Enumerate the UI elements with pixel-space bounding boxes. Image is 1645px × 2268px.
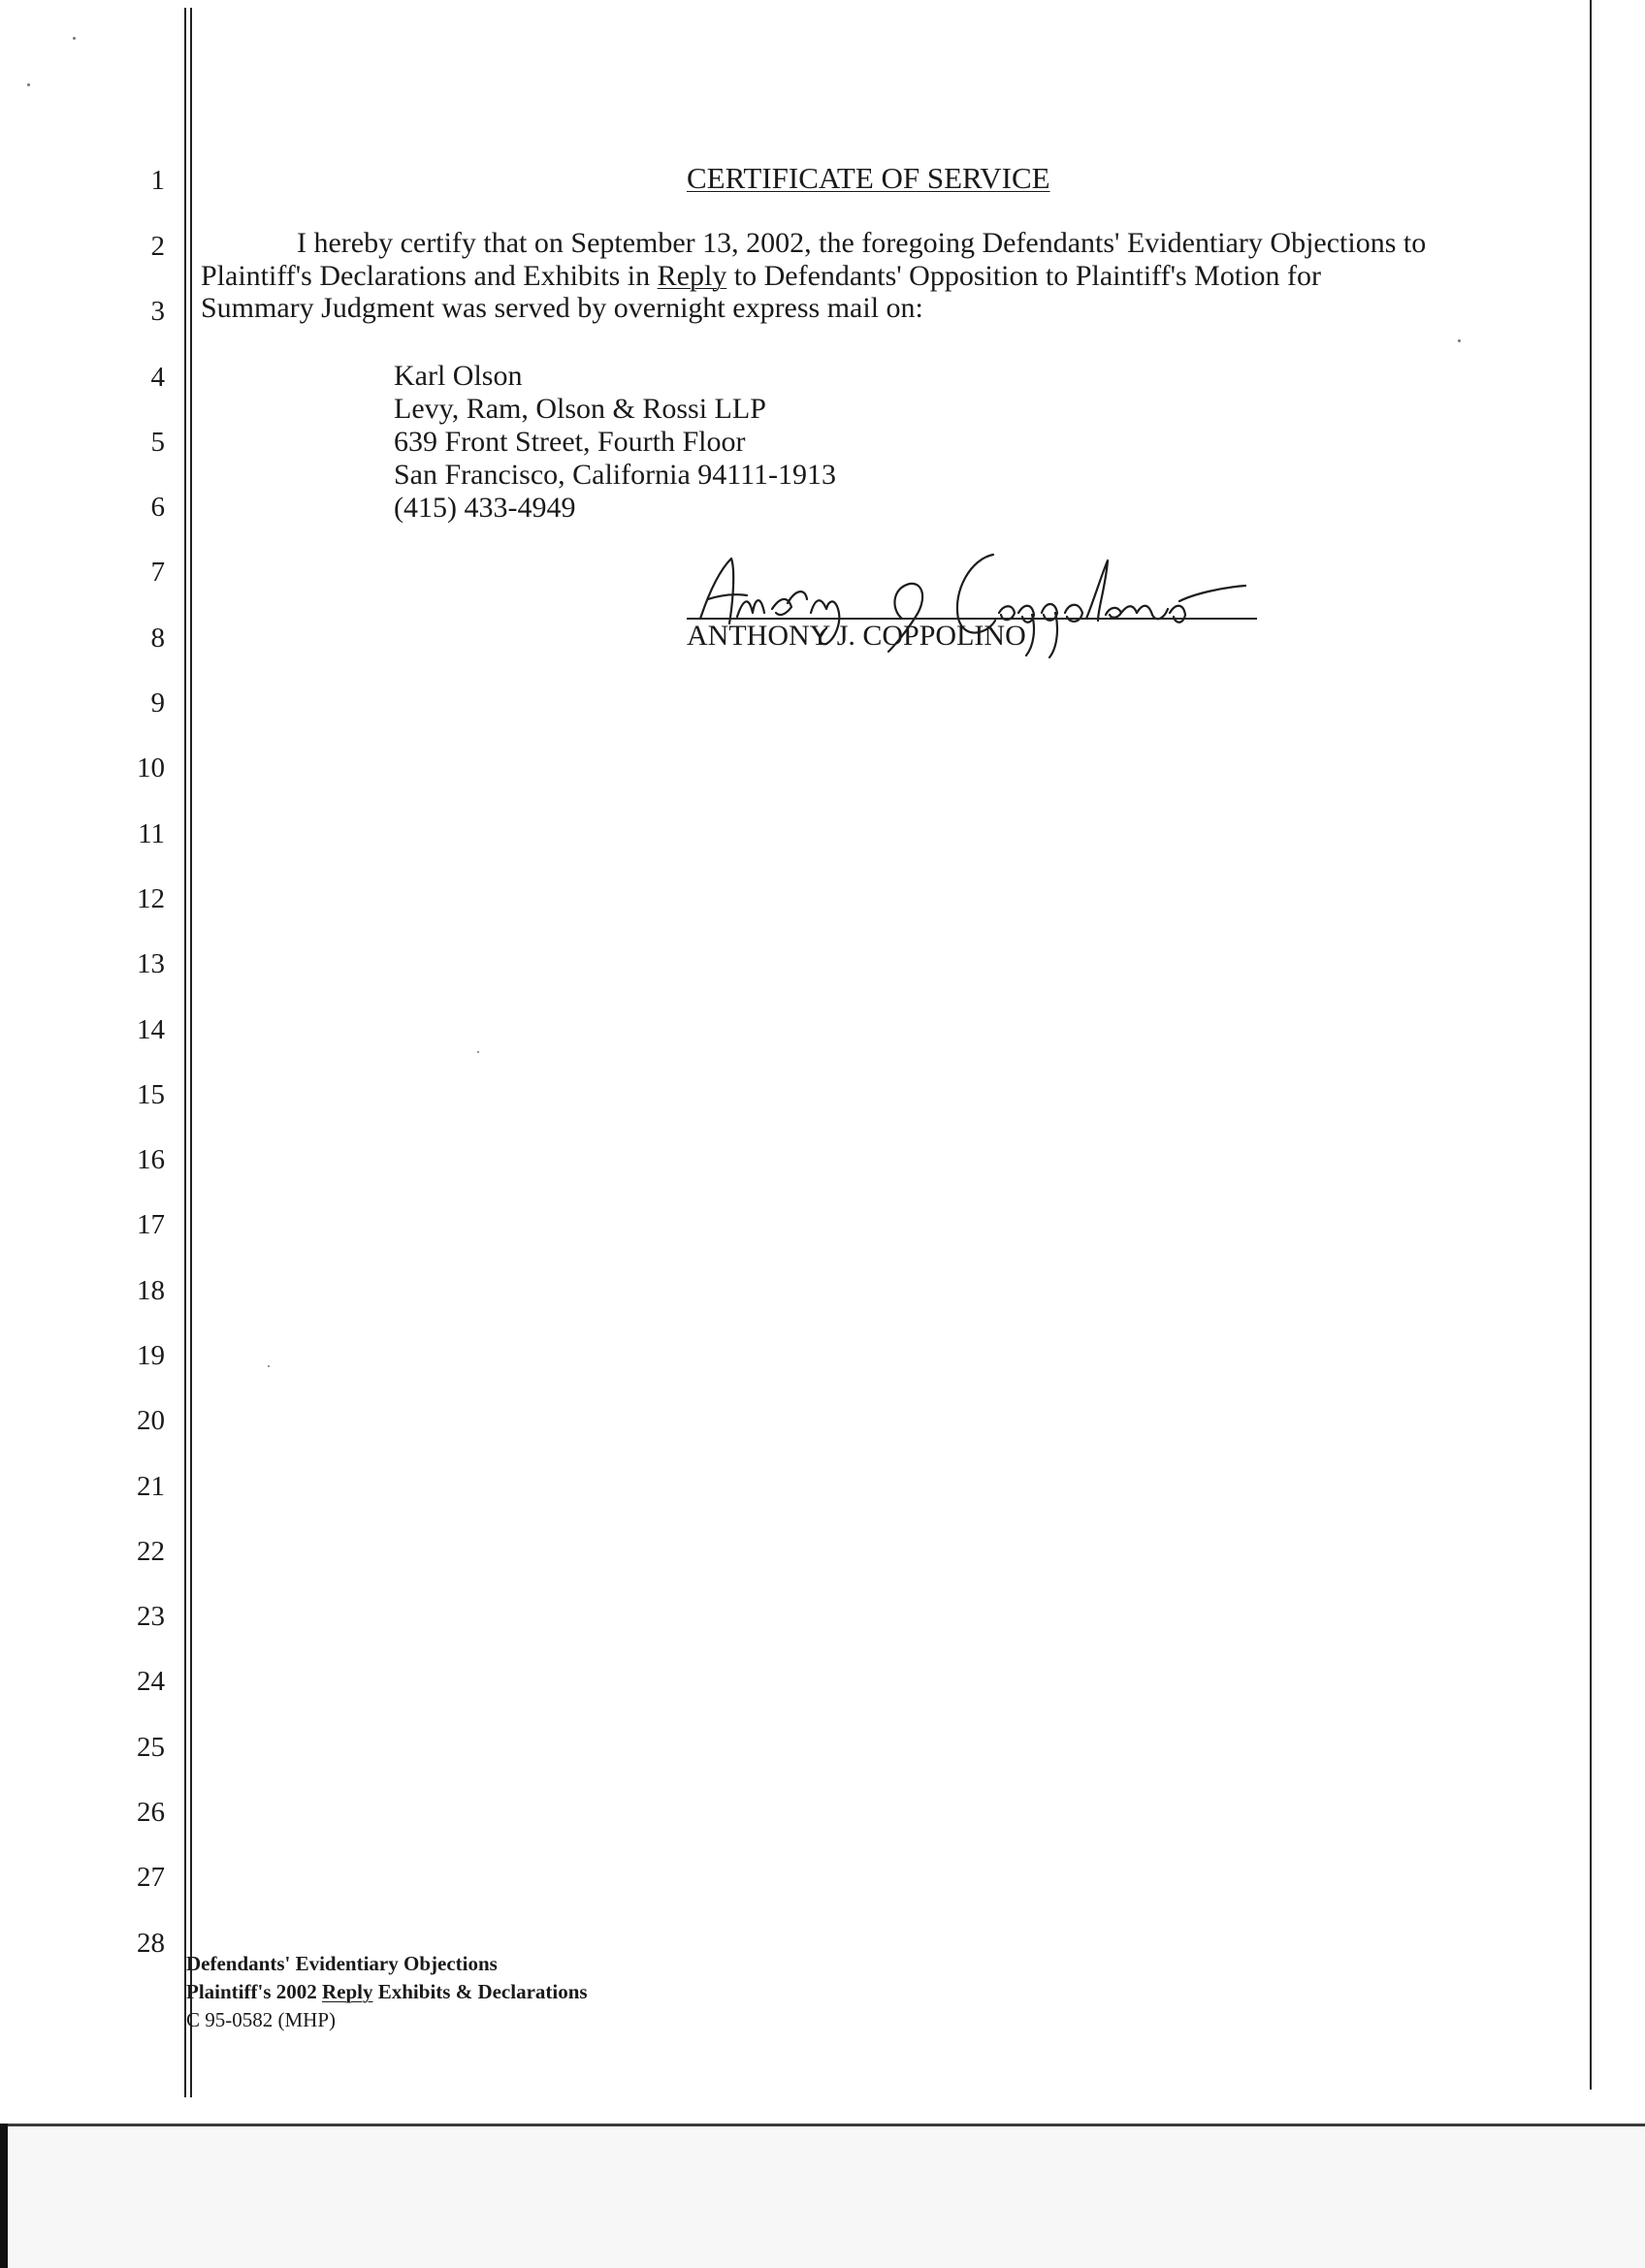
- certification-paragraph: [201, 227, 1559, 325]
- recipient-city: San Francisco, California 94111-1913: [394, 459, 837, 491]
- recipient-phone: (415) 433-4949: [394, 492, 576, 524]
- line-number: 2: [150, 231, 165, 262]
- line-number: 19: [137, 1340, 165, 1371]
- line-number: 9: [150, 687, 165, 719]
- line-number: 1: [150, 165, 165, 196]
- scan-speck: [268, 1365, 270, 1367]
- paragraph-text: to Defendants' Opposition to Plaintiff's Motion for: [726, 259, 1322, 292]
- scan-speck: [73, 37, 76, 40]
- line-number: 23: [137, 1601, 165, 1632]
- line-number: 11: [138, 818, 165, 849]
- footer-text: Exhibits & Declarations: [372, 1980, 588, 2003]
- line-number: 7: [150, 557, 165, 588]
- line-number: 5: [150, 427, 165, 458]
- document-footer: [186, 1950, 588, 2034]
- line-number: 14: [137, 1014, 165, 1045]
- signer-name: ANTHONY J. COPPOLINO: [687, 620, 1026, 652]
- line-number: 16: [137, 1144, 165, 1175]
- line-number: 25: [137, 1732, 165, 1763]
- line-number: 26: [137, 1797, 165, 1828]
- footer-reply-underlined: Reply: [322, 1980, 373, 2003]
- line-number: 15: [137, 1079, 165, 1110]
- scan-shadow-edge: [0, 2124, 8, 2268]
- line-number: 12: [137, 883, 165, 914]
- paragraph-line: Summary Judgment was served by overnight express mail on:: [201, 292, 923, 324]
- left-margin-rule: [184, 8, 186, 2097]
- scan-background: [8, 2126, 1645, 2268]
- scan-speck: [1458, 339, 1461, 342]
- line-number: 22: [137, 1536, 165, 1567]
- line-number: 10: [137, 752, 165, 783]
- line-number: 20: [137, 1405, 165, 1436]
- line-number: 24: [137, 1666, 165, 1697]
- scan-speck: [27, 83, 30, 86]
- footer-line: [186, 1978, 588, 2006]
- document-title: CERTIFICATE OF SERVICE: [687, 161, 1050, 195]
- line-number: 8: [150, 623, 165, 654]
- paragraph-line: I hereby certify that on September 13, 2002, the foregoing Defendants' Evidentiary Objections to: [297, 227, 1427, 259]
- recipient-street: 639 Front Street, Fourth Floor: [394, 426, 746, 458]
- line-number: 27: [137, 1862, 165, 1893]
- footer-case-number: C 95-0582 (MHP): [186, 2008, 337, 2031]
- line-number: 17: [137, 1209, 165, 1240]
- line-number: 13: [137, 948, 165, 979]
- right-margin-rule: [1590, 0, 1592, 2090]
- service-address-block: [394, 360, 836, 525]
- line-number: 3: [150, 296, 165, 327]
- line-number: 21: [137, 1471, 165, 1502]
- recipient-firm: Levy, Ram, Olson & Rossi LLP: [394, 393, 766, 425]
- reply-underlined: Reply: [657, 259, 727, 292]
- line-number: 4: [150, 362, 165, 393]
- paragraph-text: Plaintiff's Declarations and Exhibits in: [201, 259, 658, 292]
- line-number: 28: [137, 1928, 165, 1959]
- line-number: 6: [150, 492, 165, 523]
- left-margin-rule-inner: [190, 8, 192, 2097]
- footer-line: Defendants' Evidentiary Objections: [186, 1952, 498, 1975]
- recipient-name: Karl Olson: [394, 360, 523, 392]
- line-number: 18: [137, 1275, 165, 1306]
- paragraph-line: [201, 260, 1559, 293]
- footer-text: Plaintiff's 2002: [186, 1980, 322, 2003]
- scan-speck: [477, 1051, 479, 1053]
